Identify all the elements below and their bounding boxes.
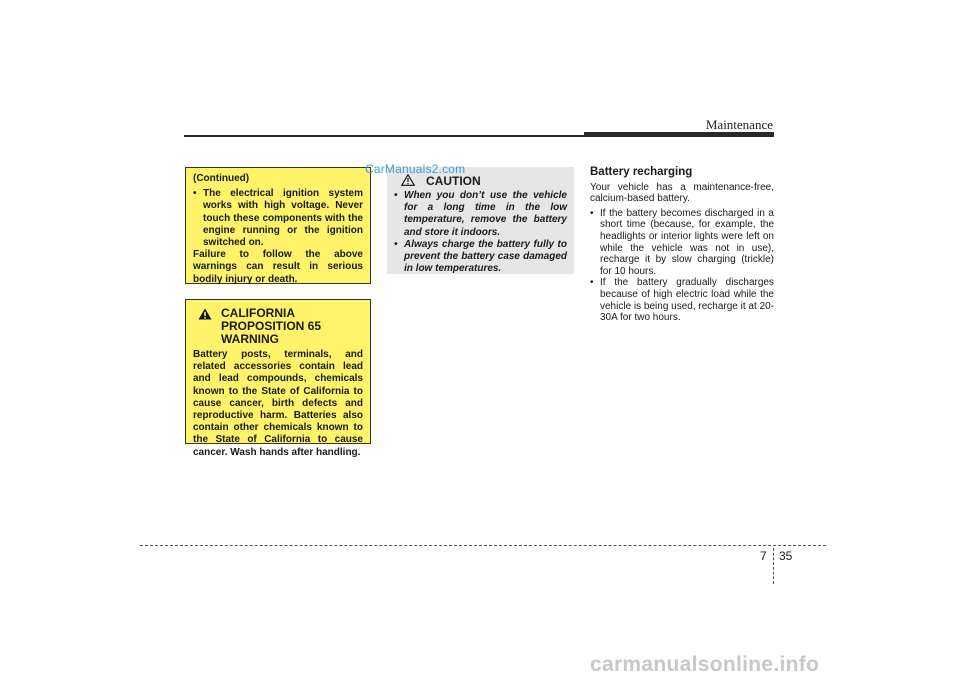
bullet-dot: • [590,207,594,219]
page-number-divider [773,548,774,584]
caution-heading [394,174,567,188]
continued-warning-box [185,167,371,284]
page-number: 35 [779,549,793,563]
california-warning-body: Battery posts, terminals, and related accessories contain lead and lead compounds, chemicals known to the State of California to cause cancer, birth defects and reproductive harm. Batteries also contain other chemicals known to the State of California to cause cancer. Wash hands after handling. [193,349,363,458]
caution-item [394,190,567,239]
recharging-item-text: If the battery becomes discharged in a short time (because, for example, the headlights or interior lights were left on while the vehicle was not in use), recharge it by slow charging (trickle) for 10 hours. [600,207,774,277]
continued-footer: Failure to follow the above warnings can result in serious bodily injury or death. [193,249,363,285]
caution-title: CAUTION [426,174,481,188]
chapter-number: 7 [760,549,767,563]
warning-triangle-icon [198,308,212,320]
bullet-dot: • [193,188,197,200]
bullet-dot: • [590,277,594,289]
recharging-section [590,167,774,324]
bullet-dot: • [394,238,398,250]
california-warning-title: CALIFORNIA PROPOSITION 65 WARNING [221,306,322,346]
section-title: Maintenance [705,117,773,132]
bullet-dot: • [394,190,398,201]
california-warning-box [185,299,371,458]
recharging-item [590,208,774,278]
continued-label: (Continued) [193,173,250,184]
caution-item-text: When you don’t use the vehicle for a long time in the low temperature, remove the battery and store it indoors. [404,190,567,238]
caution-item [394,239,567,276]
recharging-item [590,277,774,323]
recharging-item-text: If the battery gradually discharges because of high electric load while the vehicle is being used, recharge it at 20-30A for two hours. [600,277,774,324]
recharging-intro: Your vehicle has a maintenance-free, calcium-based battery. [590,181,774,205]
continued-bullet [193,188,363,249]
california-warning-heading [193,307,363,346]
footer-rule [140,545,826,546]
continued-bullet-text: The electrical ignition system works with high voltage. Never touch these components with the engine running or the ignition switched on. [203,188,363,249]
caution-box [387,167,574,274]
recharging-heading: Battery recharging [590,166,693,178]
watermark-bottom[interactable]: carmanualsonline.info [590,653,820,676]
watermark-top[interactable]: CarManuals2.com [365,162,466,176]
caution-item-text: Always charge the battery fully to prevent the battery case damaged in low temperatures. [404,238,567,275]
header-rule-accent [584,132,774,137]
